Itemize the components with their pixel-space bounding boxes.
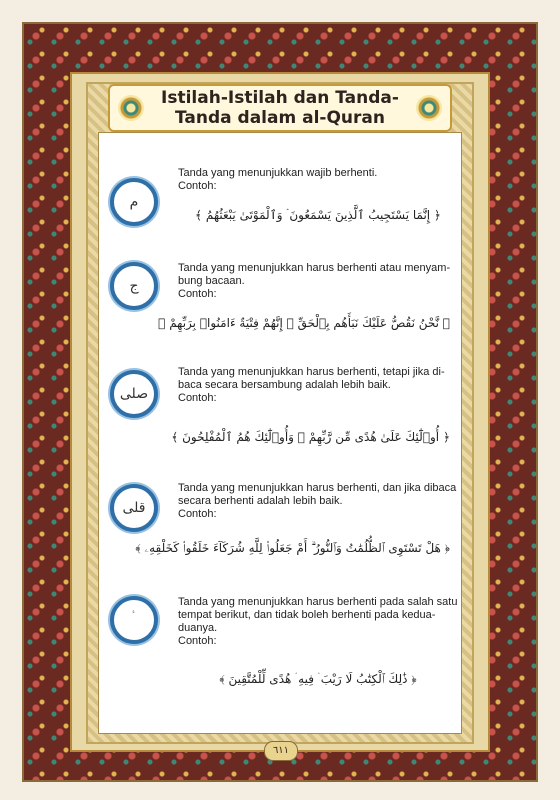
waqf-sila-marker: صلى [110, 370, 158, 418]
entry-3-arabic-example: ﴿ أُو۟لَٰٓئِكَ عَلَىٰ هُدًى مِّن رَّبِّهِمْ ۖ وَأُو۟لَٰٓئِكَ هُمُ ٱلْمُفْلِحُونَ ﴾ [171, 430, 450, 444]
entry-1-arabic-example: ﴿ إِنَّمَا يَسْتَجِيبُ ٱلَّذِينَ يَسْمَعُونَ ۘ وَٱلْمَوْتَىٰ يَبْعَثُهُمُ ﴾ [195, 208, 441, 222]
rosette-ornament-icon [416, 95, 442, 121]
entry-3-description [178, 366, 460, 405]
waqf-mim-marker: م [110, 178, 158, 226]
entry-3-line-2: baca secara bersambung adalah lebih baik. [178, 379, 391, 391]
entry-2-line-2: bung bacaan. [178, 275, 245, 287]
entry-3-line-1: Tanda yang menunjukkan harus berhenti, tetapi jika di- [178, 366, 445, 378]
entry-3-line-3: Contoh: [178, 392, 217, 404]
entry-4-line-1: Tanda yang menunjukkan harus berhenti, dan jika dibaca [178, 482, 457, 494]
entry-2-description [178, 262, 460, 301]
entry-1-line-1: Tanda yang menunjukkan wajib berhenti. [178, 167, 378, 179]
waqf-jim-marker: ج [110, 262, 158, 310]
entry-4-line-2: secara berhenti adalah lebih baik. [178, 495, 343, 507]
entry-5-description [178, 596, 460, 648]
entry-5-line-3: duanya. [178, 622, 218, 634]
waqf-muanaqah-marker: ۛ ۛ [110, 596, 158, 644]
entry-2-line-3: Contoh: [178, 288, 217, 300]
rosette-ornament-icon [118, 95, 144, 121]
page-number: ٦١١ [264, 741, 298, 761]
entry-4-line-3: Contoh: [178, 508, 217, 520]
title-box [108, 84, 452, 132]
entry-2-line-1: Tanda yang menunjukkan harus berhenti atau menyam- [178, 262, 451, 274]
entry-2-arabic-example: ﴿ نَّحْنُ نَقُصُّ عَلَيْكَ نَبَأَهُم بِٱلْحَقِّ ۚ إِنَّهُمْ فِتْيَةٌ ءَامَنُوا۟ بِرَبِّهِمْ ﴾ [158, 316, 450, 330]
entry-5-line-1: Tanda yang menunjukkan harus berhenti pada salah satu [178, 596, 458, 608]
waqf-qila-marker: قلى [110, 484, 158, 532]
page-title-line-1: Istilah-Istilah dan Tanda- [161, 88, 399, 108]
page-title-line-2: Tanda dalam al-Quran [175, 108, 385, 128]
entry-1-description [178, 167, 460, 193]
entry-4-arabic-example: ﴿ هَلْ تَسْتَوِى ٱلظُّلُمَٰتُ وَٱلنُّورُ ۗ أَمْ جَعَلُوا۟ لِلَّهِ شُرَكَآءَ خَلَقُوا۟ كَخَلْقِهِۦ ﴾ [135, 541, 450, 555]
entry-1-line-2: Contoh: [178, 180, 217, 192]
entry-5-arabic-example: ﴿ ذَٰلِكَ ٱلْكِتَٰبُ لَا رَيْبَ ۛ فِيهِ ۛ هُدًى لِّلْمُتَّقِينَ ﴾ [219, 672, 417, 686]
entry-4-description [178, 482, 460, 521]
entry-5-line-2: tempat berikut, dan tidak boleh berhenti pada kedua- [178, 609, 436, 621]
entry-5-line-4: Contoh: [178, 635, 217, 647]
